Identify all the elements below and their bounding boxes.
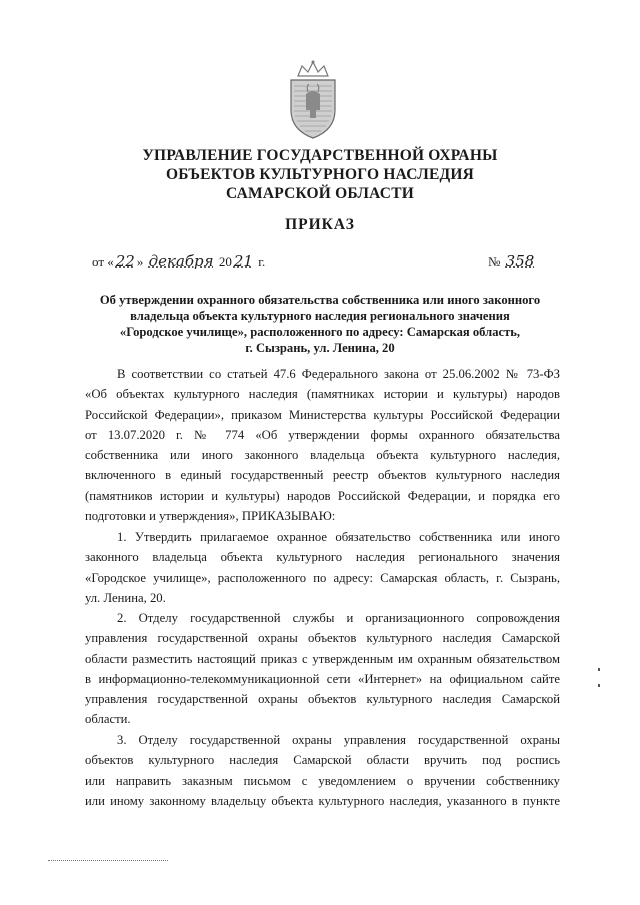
agency-line-3: САМАРСКОЙ ОБЛАСТИ <box>225 185 414 202</box>
body-line: 3. Отделу государственной охраны управления государственной охраны <box>117 733 560 747</box>
subject-line: Об утверждении охранного обязательства собственника или иного законного <box>99 293 541 307</box>
body-line: (памятников истории и культуры) народов Российской Федерации, и порядка его <box>85 488 560 503</box>
subject-line: владельца объекта культурного наследия регионального значения <box>130 309 510 323</box>
date-month-handwritten: декабря <box>148 252 214 270</box>
clause-2-paragraph <box>85 608 560 730</box>
date-prefix: от « <box>92 254 114 269</box>
body-line: области. <box>85 712 131 727</box>
clause-3-paragraph <box>85 730 560 811</box>
date-end: г. <box>254 254 266 269</box>
body-line: включенного в единый государственный реестр объектов культурного наследия <box>85 468 560 483</box>
body-line: ул. Ленина, 20. <box>85 590 166 605</box>
body-line: или иному законному владельцу объекта культурного наследия, указанного в пункте <box>85 793 560 808</box>
body-line: Российской Федерации», приказом Министерства культуры Российской Федерации <box>85 407 560 422</box>
body-line: 2. Отделу государственной службы и организационного сопровождения <box>117 611 560 625</box>
body-line: 1. Утвердить прилагаемое охранное обязательство собственника или иного <box>117 530 560 544</box>
body-line: «Об объектах культурного наследия (памятниках истории и культуры) народов <box>85 387 560 402</box>
body-line: В соответствии со статьей 47.6 Федерального закона от 25.06.2002 № 73-ФЗ <box>117 367 560 381</box>
coat-of-arms-icon <box>282 58 344 140</box>
body-line: законного владельца объекта культурного наследия регионального значения <box>85 550 560 565</box>
body-line: области разместить настоящий приказ с утвержденным им охранным обязательством <box>85 651 560 666</box>
body-line: «Городское училище», расположенного по адресу: Самарская область, г. Сызрань, <box>85 570 560 585</box>
body-line: от 13.07.2020 г. № 774 «Об утверждении формы охранного обязательства <box>85 427 560 442</box>
subject-line: г. Сызрань, ул. Ленина, 20 <box>245 341 395 355</box>
scan-speck <box>598 684 600 687</box>
preamble-paragraph <box>85 364 560 526</box>
agency-line-1: УПРАВЛЕНИЕ ГОСУДАРСТВЕННОЙ ОХРАНЫ <box>142 147 498 164</box>
scan-speck <box>598 668 600 671</box>
body-line: в информационно-телекоммуникационной сети «Интернет» на официальном сайте <box>85 671 560 686</box>
date-day-handwritten: 22 <box>115 252 135 270</box>
footer-dotted-rule <box>48 860 168 861</box>
date-year-prefix: 20 <box>215 254 232 269</box>
date-year-handwritten: 21 <box>233 252 253 270</box>
order-subject <box>80 292 560 356</box>
number-prefix: № <box>488 254 504 269</box>
body-line: объектов культурного наследия Самарской области вручить под роспись <box>85 753 560 768</box>
body-line: или направить заказным письмом с уведомлением о вручении собственнику <box>85 773 560 788</box>
agency-line-2: ОБЪЕКТОВ КУЛЬТУРНОГО НАСЛЕДИЯ <box>165 166 475 183</box>
number-value-handwritten: 358 <box>505 252 535 270</box>
agency-name <box>80 146 560 203</box>
subject-line: «Городское училище», расположенного по адресу: Самарская область, <box>119 325 521 339</box>
body-line: управления государственной охраны объектов культурного наследия Самарской <box>85 631 560 646</box>
body-line: управления государственной охраны объектов культурного наследия Самарской <box>85 692 560 707</box>
clause-1-paragraph <box>85 527 560 608</box>
order-number <box>488 252 536 270</box>
order-date <box>92 252 265 270</box>
date-mid: » <box>136 254 147 269</box>
body-line: подготовки и утверждения», ПРИКАЗЫВАЮ: <box>85 509 336 524</box>
document-type-title: ПРИКАЗ <box>285 216 355 233</box>
body-line: собственника или иного законного владельца объекта культурного наследия, <box>85 448 560 463</box>
